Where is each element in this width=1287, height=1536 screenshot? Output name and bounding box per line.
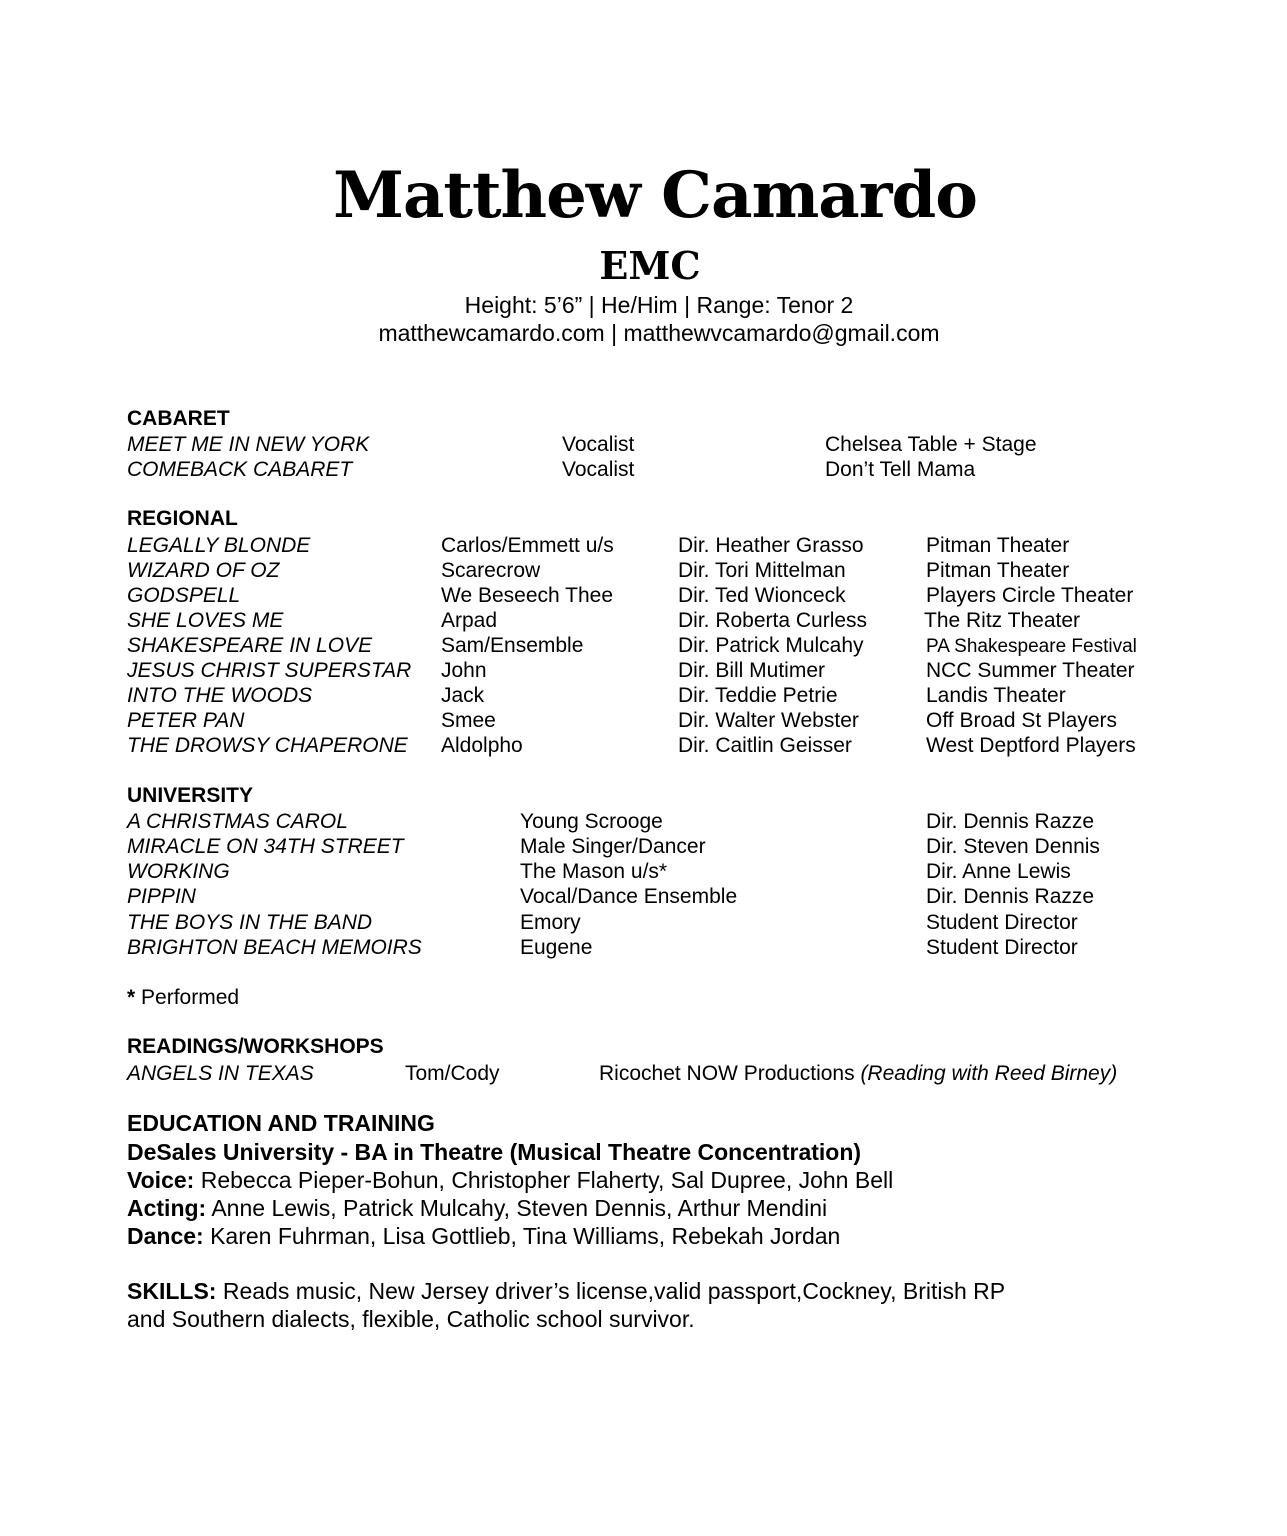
- director: Student Director: [926, 911, 1078, 934]
- director: Dir. Dennis Razze: [926, 810, 1095, 833]
- venue: West Deptford Players: [926, 734, 1136, 757]
- director: Dir. Anne Lewis: [926, 860, 1071, 883]
- venue: Pitman Theater: [926, 534, 1070, 557]
- role: We Beseech Thee: [441, 584, 613, 607]
- role: Jack: [441, 684, 485, 707]
- show-title: WORKING: [127, 860, 230, 883]
- section-heading-regional: REGIONAL: [127, 507, 238, 530]
- degree: DeSales University - BA in Theatre (Musical Theatre Concentration): [127, 1139, 862, 1165]
- training-label: Voice:: [127, 1167, 195, 1193]
- training-label: Dance:: [127, 1223, 204, 1249]
- director: Dir. Walter Webster: [678, 709, 859, 732]
- role: Emory: [520, 911, 581, 934]
- director: Dir. Ted Wionceck: [678, 584, 846, 607]
- director: Dir. Patrick Mulcahy: [678, 634, 864, 657]
- role: John: [441, 659, 487, 682]
- actor-stats: Height: 5’6” | He/Him | Range: Tenor 2: [464, 292, 854, 318]
- role: Scarecrow: [441, 559, 541, 582]
- show-title: JESUS CHRIST SUPERSTAR: [127, 659, 412, 682]
- show-title: BRIGHTON BEACH MEMOIRS: [127, 936, 422, 959]
- footnote: [127, 985, 239, 1010]
- role: Aldolpho: [441, 734, 523, 757]
- venue: Players Circle Theater: [926, 584, 1134, 607]
- director: Dir. Bill Mutimer: [678, 659, 826, 682]
- show-title: ANGELS IN TEXAS: [127, 1062, 314, 1085]
- skills-line-2: and Southern dialects, flexible, Catholic school survivor.: [127, 1306, 695, 1332]
- training-teachers: Anne Lewis, Patrick Mulcahy, Steven Dennis, Arthur Mendini: [206, 1195, 828, 1221]
- role: The Mason u/s*: [520, 860, 668, 883]
- company-name: Ricochet NOW Productions: [599, 1062, 861, 1085]
- show-title: MEET ME IN NEW YORK: [127, 433, 370, 456]
- section-heading-readings: READINGS/WORKSHOPS: [127, 1035, 384, 1058]
- training-acting: [127, 1195, 827, 1222]
- venue: Chelsea Table + Stage: [825, 433, 1037, 456]
- venue: The Ritz Theater: [924, 609, 1081, 632]
- show-title: INTO THE WOODS: [127, 684, 313, 707]
- role: Vocal/Dance Ensemble: [520, 885, 738, 908]
- footnote-mark: *: [127, 986, 136, 1009]
- role: Vocalist: [562, 433, 635, 456]
- footnote-text: Performed: [135, 986, 240, 1009]
- venue: Landis Theater: [926, 684, 1066, 707]
- show-title: THE BOYS IN THE BAND: [127, 911, 373, 934]
- venue: Don’t Tell Mama: [825, 458, 976, 481]
- venue: Off Broad St Players: [926, 709, 1118, 732]
- training-voice: [127, 1167, 893, 1194]
- training-label: Acting:: [127, 1195, 207, 1221]
- training-teachers: Karen Fuhrman, Lisa Gottlieb, Tina Williams, Rebekah Jordan: [203, 1223, 841, 1249]
- show-title: A CHRISTMAS CAROL: [127, 810, 348, 833]
- director: Dir. Teddie Petrie: [678, 684, 838, 707]
- director: Dir. Caitlin Geisser: [678, 734, 852, 757]
- venue: PA Shakespeare Festival: [926, 636, 1137, 657]
- director: Dir. Roberta Curless: [678, 609, 868, 632]
- role: Vocalist: [562, 458, 635, 481]
- show-title: GODSPELL: [127, 584, 241, 607]
- role: Arpad: [441, 609, 498, 632]
- section-heading-cabaret: CABARET: [127, 407, 230, 430]
- role: Carlos/Emmett u/s: [441, 534, 614, 557]
- show-title: SHE LOVES ME: [127, 609, 284, 632]
- skills-label: SKILLS:: [127, 1278, 217, 1304]
- skills-line-1: [127, 1278, 1005, 1305]
- show-title: PIPPIN: [127, 885, 196, 908]
- section-heading-university: UNIVERSITY: [127, 784, 254, 807]
- show-title: PETER PAN: [127, 709, 245, 732]
- role: Young Scrooge: [520, 810, 663, 833]
- show-title: COMEBACK CABARET: [127, 458, 353, 481]
- director: Dir. Steven Dennis: [926, 835, 1100, 858]
- venue: NCC Summer Theater: [926, 659, 1135, 682]
- show-title: THE DROWSY CHAPERONE: [127, 734, 408, 757]
- director: Dir. Dennis Razze: [926, 885, 1095, 908]
- company: [599, 1061, 1117, 1086]
- role: Male Singer/Dancer: [520, 835, 706, 858]
- director: Student Director: [926, 936, 1078, 959]
- show-title: WIZARD OF OZ: [127, 559, 280, 582]
- resume-name: Matthew Camardo: [333, 158, 977, 233]
- training-dance: [127, 1223, 840, 1250]
- contact-line: matthewcamardo.com | matthewvcamardo@gmail.com: [378, 320, 940, 346]
- role: Tom/Cody: [405, 1062, 500, 1085]
- show-title: MIRACLE ON 34TH STREET: [127, 835, 404, 858]
- role: Smee: [441, 709, 496, 732]
- role: Eugene: [520, 936, 593, 959]
- director: Dir. Tori Mittelman: [678, 559, 846, 582]
- union-status: EMC: [599, 243, 701, 288]
- role: Sam/Ensemble: [441, 634, 584, 657]
- venue: Pitman Theater: [926, 559, 1070, 582]
- skills-text: Reads music, New Jersey driver’s license,valid passport,Cockney, British RP: [216, 1278, 1006, 1304]
- director: Dir. Heather Grasso: [678, 534, 864, 557]
- training-teachers: Rebecca Pieper-Bohun, Christopher Flaherty, Sal Dupree, John Bell: [194, 1167, 894, 1193]
- show-title: LEGALLY BLONDE: [127, 534, 311, 557]
- show-title: SHAKESPEARE IN LOVE: [127, 634, 373, 657]
- reading-note: (Reading with Reed Birney): [860, 1062, 1118, 1085]
- section-heading-education: EDUCATION AND TRAINING: [127, 1110, 435, 1136]
